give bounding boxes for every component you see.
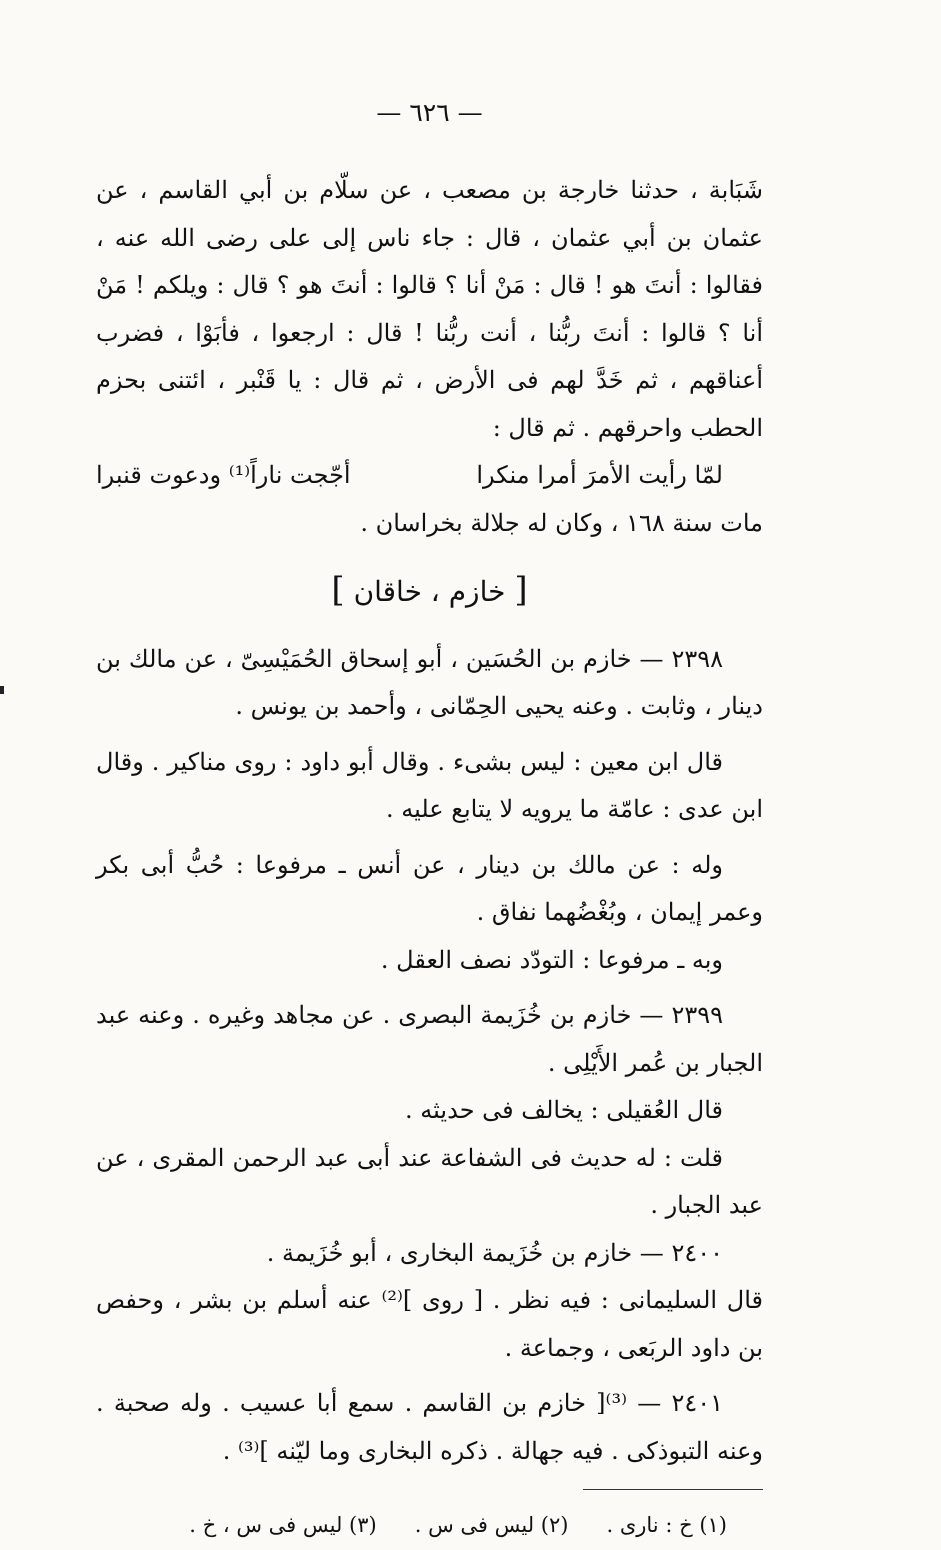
intro-paragraph: شَبَابة ، حدثنا خارجة بن مصعب ، عن سلّام بن أبي القاسم ، عن عثمان بن أبي عثمان ، قال : جاء ناس إلى على رضى الله عنه ، فقالوا : أنتَ هو ! قال : مَنْ أنا ؟ قالوا : أنتَ هو ؟ قال : ويلكم ! مَنْ أنا ؟ قالوا : أنتَ ربُّنا ، أنت ربُّنا ! قال : ارجعوا ، فأبَوْا ، فضرب أعناقهم ، ثم خَدَّ لهم فى الأرض ، ثم قال : يا قَنْبر ، ائتنى بحزم الحطب واحرقهم . ثم قال : <box>96 176 763 442</box>
entry-2399-note: قلت : له حديث فى الشفاعة عند أبى عبد الرحمن المقرى ، عن عبد الجبار . <box>96 1143 763 1219</box>
bracket-open: [ <box>514 570 528 610</box>
page-number: — ٦٢٦ — <box>376 98 483 127</box>
section-heading <box>96 567 763 616</box>
page-body <box>96 167 763 1550</box>
footnote-3: (٣) ليس فى س ، خ . <box>189 1513 377 1537</box>
footnote-1: (١) خ : نارى . <box>606 1513 727 1537</box>
death-note: مات سنة ١٦٨ ، وكان له جلالة بخراسان . <box>360 508 763 537</box>
entry-2400: ٢٤٠٠ — خازم بن خُزَيمة البخارى ، أبو خُزَيمة . <box>266 1238 723 1267</box>
footnote-2: (٢) ليس فى س . <box>414 1513 569 1537</box>
entry-2398-hadith: وله : عن مالك بن دينار ، عن أنس ـ مرفوعا : حُبُّ أبى بكر وعمر إيمان ، وبُغْضُهما نفاق . <box>96 850 763 926</box>
entry-2398-critique: قال ابن معين : ليس بشىء . وقال أبو داود : روى مناكير . وقال ابن عدى : عامّة ما يرويه لا يتابع عليه . <box>96 747 763 823</box>
verse-second-half: أجّجت ناراً⁽¹⁾ ودعوت قنبرا <box>96 461 351 489</box>
entry-2398: ٢٣٩٨ — خازم بن الحُسَين ، أبو إسحاق الحُمَيْسِىّ ، عن مالك بن دينار ، وثابت . وعنه يحيى الحِمّانى ، وأحمد بن يونس . <box>96 644 763 720</box>
entry-2401: ٢٤٠١ — ⁽³⁾[ خازم بن القاسم . سمع أبا عسيب . وله صحبة . وعنه التبوذكى . فيه جهالة . ذكره البخارى وما ليّنه ]⁽³⁾ . <box>96 1389 763 1465</box>
footnotes <box>87 1502 763 1550</box>
entry-2400-critique: قال السليمانى : فيه نظر . [ روى ]⁽²⁾ عنه أسلم بن بشر ، وحفص بن داود الربَعى ، وجماعة . <box>96 1286 763 1362</box>
entry-2399-critique: قال العُقيلى : يخالف فى حديثه . <box>405 1096 723 1124</box>
entry-2398-hadith-2: وبه ـ مرفوعا : التودّد نصف العقل . <box>380 945 723 974</box>
footnote-divider <box>583 1489 763 1490</box>
bracket-close: ] <box>331 570 345 610</box>
margin-mark <box>0 686 4 694</box>
verse-first-half: لمّا رأيت الأمرَ أمرا منكرا <box>476 461 723 489</box>
entry-2399: ٢٣٩٩ — خازم بن خُزَيمة البصرى . عن مجاهد وغيره . وعنه عبد الجبار بن عُمر الأَيْلِى . <box>96 1001 763 1077</box>
verse-line <box>96 452 763 500</box>
section-heading-text: خازم ، خاقان <box>353 575 506 608</box>
